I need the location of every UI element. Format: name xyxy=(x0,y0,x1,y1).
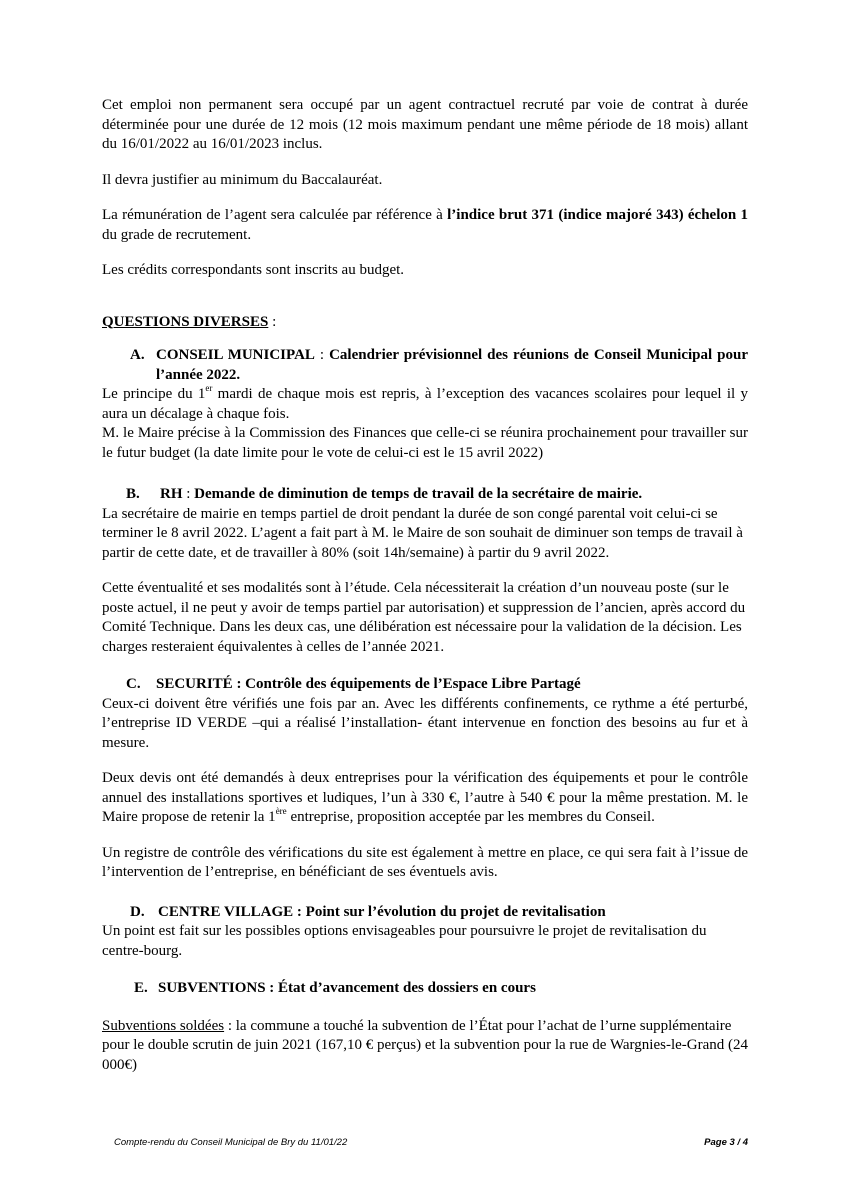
section-c-p2-end: entreprise, proposition acceptée par les membres du Conseil. xyxy=(286,809,655,825)
section-a-p1-end: mardi de chaque mois est repris, à l’exception des vacances scolaires pour lequel il y aura un décalage à chaque fois. xyxy=(102,386,748,422)
remuneration-index: l’indice brut 371 (indice majoré 343) échelon 1 xyxy=(447,207,748,223)
section-c-letter: C. xyxy=(126,676,141,692)
section-e-letter: E. xyxy=(134,980,148,996)
section-a-label: CONSEIL MUNICIPAL xyxy=(156,347,315,363)
subsidies-settled-text: : la commune a touché la subvention de l’État pour l’achat de l’urne supplémentaire pour le double scrutin de juin 2021 (167,10 € perçus) et la subvention pour la rue de Wargnies-le-Grand (24 000€) xyxy=(102,1017,748,1073)
section-b-paragraph-request: La secrétaire de mairie en temps partiel de droit pendant la durée de son congé parental voit celui-ci se terminer le 8 avril 2022. L’agent a fait part à M. le Maire de son souhait de diminuer son temps de travail à partir de cette date, et de travailler à 80% (soit 14h/semaine) à partir du 9 avril 2022. xyxy=(102,505,743,561)
remuneration-text-start: La rémunération de l’agent sera calculée par référence à xyxy=(102,207,448,223)
questions-title: QUESTIONS DIVERSES xyxy=(102,313,269,330)
section-e-paragraph-subsidies xyxy=(102,1017,748,1076)
section-title-questions xyxy=(102,313,748,333)
section-c-title: SECURITÉ : Contrôle des équipements de l’Espace Libre Partagé xyxy=(156,676,581,692)
footer-page-number: Page 3 / 4 xyxy=(704,1137,748,1148)
section-e-title: SUBVENTIONS : État d’avancement des dossiers en cours xyxy=(158,980,536,996)
footer-document-title: Compte-rendu du Conseil Municipal de Bry du 11/01/22 xyxy=(114,1137,348,1148)
document-page xyxy=(102,96,748,1075)
section-d-paragraph: Un point est fait sur les possibles options envisageables pour poursuivre le projet de revitalisation du centre-bourg. xyxy=(102,923,707,959)
section-a-p1-start: Le principe du 1 xyxy=(102,386,206,402)
section-c-p2-sup: ère xyxy=(275,806,287,816)
section-a-letter: A. xyxy=(130,347,145,363)
section-d-heading xyxy=(102,903,748,923)
intro-paragraph-budget: Les crédits correspondants sont inscrits au budget. xyxy=(102,262,405,278)
section-c-paragraph-register: Un registre de contrôle des vérifications du site est également à mettre en place, ce qui sera fait à l’issue de l’intervention de l’entreprise, en bénéficiant de ses éventuels avis. xyxy=(102,844,748,880)
section-b-paragraph-study: Cette éventualité et ses modalités sont à l’étude. Cela nécessiterait la création d’un nouveau poste (sur le poste actuel, il ne peut y avoir de temps partiel par autorisation) et suppression de l’ancien, après accord du Comité Technique. Dans les deux cas, une délibération est nécessaire pour la validation de la décision. Les charges resteraient équivalentes à celles de l’année 2021. xyxy=(102,580,746,655)
section-a-paragraph-schedule xyxy=(102,385,748,424)
section-a-p1-sup: er xyxy=(205,383,213,393)
section-a-separator: : xyxy=(314,347,330,363)
intro-paragraph-remuneration xyxy=(102,206,748,245)
section-e-heading xyxy=(102,979,748,999)
subsidies-settled-label: Subventions soldées xyxy=(102,1017,225,1034)
section-d-title: CENTRE VILLAGE : Point sur l’évolution du projet de revitalisation xyxy=(158,903,606,920)
section-b-letter: B. xyxy=(126,486,140,502)
section-b-label: RH xyxy=(160,486,183,502)
section-c-paragraph-inspection: Ceux-ci doivent être vérifiés une fois par an. Avec les différents confinements, ce rythme a été perturbé, l’entreprise ID VERDE –qui a réalisé l’installation- étant intervenue en fonction des besoins au fur et à mesure. xyxy=(102,695,748,751)
remuneration-text-end: du grade de recrutement. xyxy=(102,226,252,243)
page-footer xyxy=(114,1137,748,1148)
questions-title-suffix: : xyxy=(268,313,277,330)
section-d-letter: D. xyxy=(130,903,145,920)
section-a-paragraph-budget: M. le Maire précise à la Commission des Finances que celle-ci se réunira prochainement pour travailler sur le futur budget (la date limite pour le vote de celui-ci est le 15 avril 2022) xyxy=(102,425,748,461)
section-c-p2-start: Deux devis ont été demandés à deux entreprises pour la vérification des équipements et pour le contrôle annuel des installations sportives et ludiques, l’un à 330 €, l’autre à 540 € pour la même prestation. M. le Maire propose de retenir la 1 xyxy=(102,770,748,825)
intro-paragraph-diploma: Il devra justifier au minimum du Baccalauréat. xyxy=(102,171,383,188)
section-b-title: Demande de diminution de temps de travail de la secrétaire de mairie. xyxy=(194,486,643,502)
section-b-separator: : xyxy=(182,486,195,502)
section-c-heading xyxy=(102,675,748,695)
section-a-heading xyxy=(102,346,748,385)
section-a-title: Calendrier prévisionnel des réunions de Conseil Municipal pour l’année 2022. xyxy=(156,347,749,383)
section-c-paragraph-quotes xyxy=(102,769,748,828)
section-b-heading xyxy=(102,485,748,505)
intro-paragraph-contract: Cet emploi non permanent sera occupé par un agent contractuel recruté par voie de contrat à durée déterminée pour une durée de 12 mois (12 mois maximum pendant une même période de 18 mois) allant du 16/01/2022 au 16/01/2023 inclus. xyxy=(102,97,748,152)
